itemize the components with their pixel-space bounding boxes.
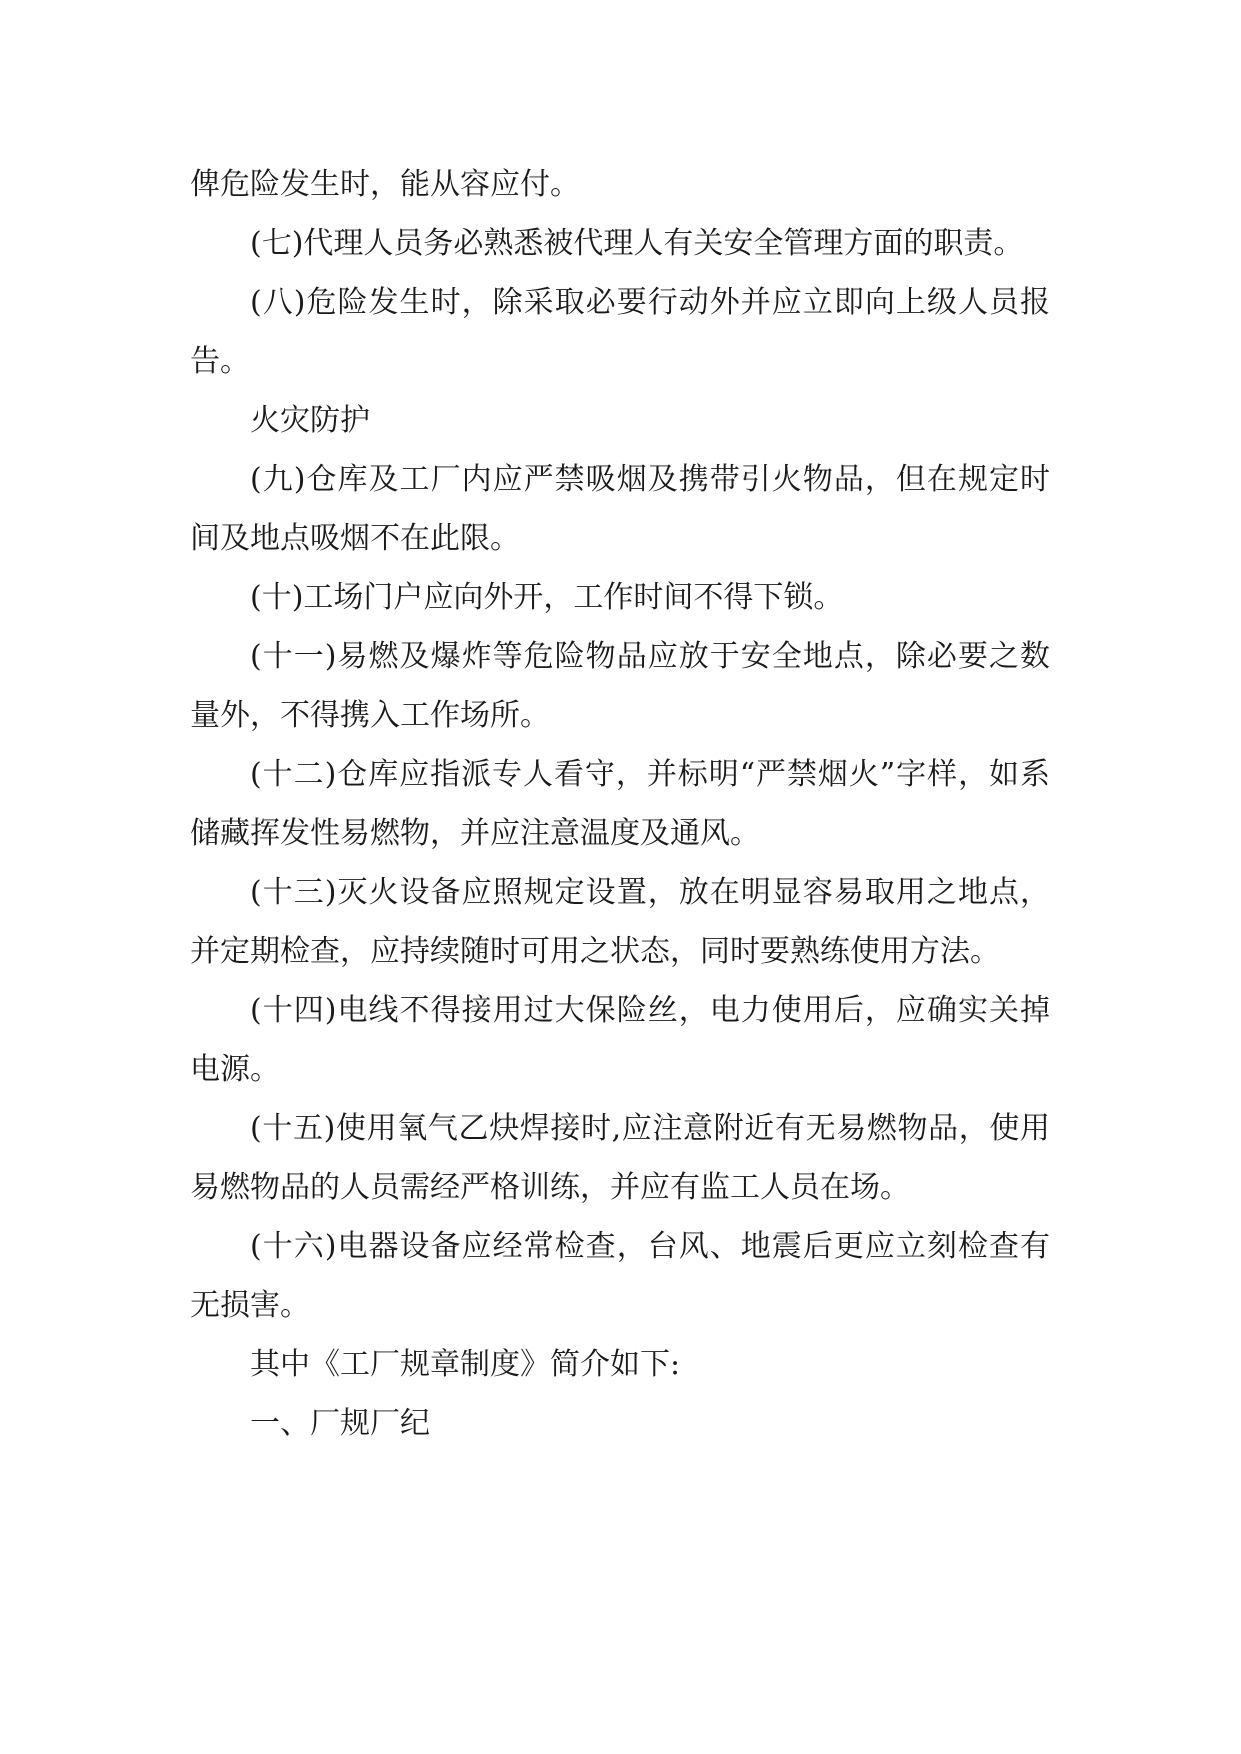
- paragraph-item-7: (七)代理人员务必熟悉被代理人有关安全管理方面的职责。: [250, 226, 1024, 261]
- paragraph-item-11: (十一)易燃及爆炸等危险物品应放于安全地点，除必要之数量外，不得携入工作场所。: [190, 639, 1050, 733]
- paragraph-item-9: (九)仓库及工厂内应严禁吸烟及携带引火物品，但在规定时间及地点吸烟不在此限。: [190, 462, 1050, 556]
- paragraph-item-14: (十四)电线不得接用过大保险丝，电力使用后，应确实关掉电源。: [190, 993, 1050, 1087]
- paragraph-item-16: (十六)电器设备应经常检查，台风、地震后更应立刻检查有无损害。: [190, 1229, 1050, 1323]
- paragraph-item-12: (十二)仓库应指派专人看守，并标明“严禁烟火”字样，如系储藏挥发性易燃物，并应注意温度及通风。: [190, 757, 1050, 851]
- paragraph-item-13: (十三)灭火设备应照规定设置，放在明显容易取用之地点，并定期检查，应持续随时可用之状态，同时要熟练使用方法。: [190, 875, 1050, 969]
- document-body: [190, 155, 1050, 1453]
- paragraph-item-10: (十)工场门户应向外开，工作时间不得下锁。: [250, 580, 844, 615]
- paragraph-item-8: (八)危险发生时，除采取必要行动外并应立即向上级人员报告。: [190, 285, 1050, 379]
- section-heading-factory-rules: 一、厂规厂纪: [250, 1406, 430, 1441]
- section-heading-fire-protection: 火灾防护: [250, 403, 370, 438]
- paragraph-continuation: 俾危险发生时，能从容应付。: [190, 167, 580, 202]
- paragraph-intro-regulations: 其中《工厂规章制度》简介如下:: [250, 1347, 681, 1382]
- paragraph-item-15: (十五)使用氧气乙炔焊接时,应注意附近有无易燃物品，使用易燃物品的人员需经严格训练，并应有监工人员在场。: [190, 1111, 1050, 1205]
